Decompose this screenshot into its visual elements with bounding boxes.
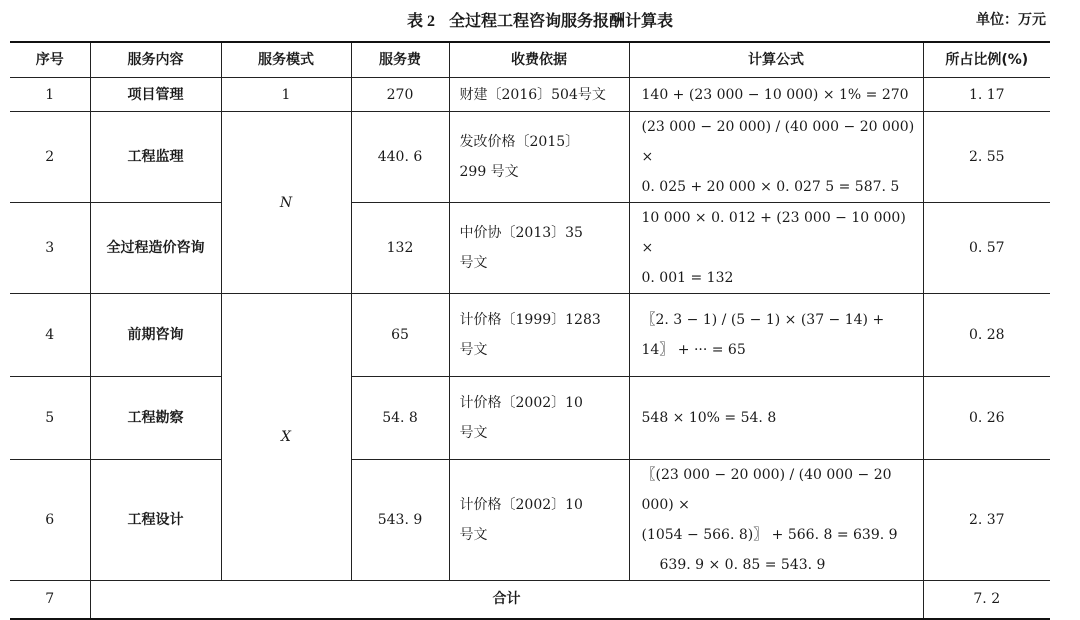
- formula-line: (1054 − 566. 8)〗 + 566. 8 = 639. 9: [641, 527, 898, 543]
- row-ratio: 0. 26: [923, 377, 1050, 460]
- row-content: 前期咨询: [90, 294, 221, 377]
- formula-line: 639. 9 × 0. 85 = 543. 9: [659, 557, 826, 573]
- header-content: 服务内容: [90, 42, 221, 78]
- row-mode: 1: [221, 78, 351, 112]
- header-row: [10, 42, 1050, 78]
- row-no: 2: [10, 112, 90, 203]
- row-fee: 132: [351, 203, 449, 294]
- total-ratio: 7. 2: [923, 581, 1050, 619]
- table-row: [10, 112, 1050, 203]
- row-no: 4: [10, 294, 90, 377]
- table-title-text: 全过程工程咨询服务报酬计算表: [449, 11, 674, 30]
- row-formula: [629, 112, 923, 203]
- row-no: 5: [10, 377, 90, 460]
- row-content: 项目管理: [90, 78, 221, 112]
- row-formula: [629, 294, 923, 377]
- basis-line: 发改价格〔2015〕: [459, 134, 580, 150]
- row-no: 6: [10, 460, 90, 581]
- formula-line: 548 × 10% = 54. 8: [641, 410, 777, 426]
- row-basis: [449, 112, 629, 203]
- row-ratio: 1. 17: [923, 78, 1050, 112]
- row-basis: [449, 460, 629, 581]
- formula-line: (23 000 − 20 000) / (40 000 − 20 000) ×: [641, 119, 915, 165]
- table-row: [10, 203, 1050, 294]
- header-fee: 服务费: [351, 42, 449, 78]
- formula-line: 〖2. 3 − 1) / (5 − 1) × (37 − 14) +: [641, 312, 885, 328]
- row-content: 工程设计: [90, 460, 221, 581]
- row-content: 全过程造价咨询: [90, 203, 221, 294]
- formula-line: 14〗 + ··· = 65: [641, 342, 746, 358]
- formula-line: 0. 001 = 132: [641, 270, 734, 286]
- basis-line: 计价格〔2002〕10: [459, 497, 583, 513]
- row-ratio: 0. 57: [923, 203, 1050, 294]
- total-row: [10, 581, 1050, 619]
- table-row: [10, 460, 1050, 581]
- row-ratio: 0. 28: [923, 294, 1050, 377]
- header-basis: 收费依据: [449, 42, 629, 78]
- row-content: 工程监理: [90, 112, 221, 203]
- formula-line: 10 000 × 0. 012 + (23 000 − 10 000) ×: [641, 210, 906, 256]
- basis-line: 号文: [459, 255, 488, 271]
- basis-line: 号文: [459, 425, 488, 441]
- header-mode: 服务模式: [221, 42, 351, 78]
- table-title-number: 2: [427, 13, 435, 30]
- basis-line: 中价协〔2013〕35: [459, 225, 583, 241]
- row-formula: [629, 460, 923, 581]
- row-no: 1: [10, 78, 90, 112]
- basis-line: 号文: [459, 342, 488, 358]
- formula-line: 0. 025 + 20 000 × 0. 027 5 = 587. 5: [641, 179, 900, 195]
- row-formula: [629, 377, 923, 460]
- row-fee: 270: [351, 78, 449, 112]
- row-mode: X: [221, 294, 351, 581]
- basis-line: 计价格〔2002〕10: [459, 395, 583, 411]
- table-title-prefix: 表: [406, 11, 423, 30]
- table-row: [10, 78, 1050, 112]
- row-basis: [449, 78, 629, 112]
- basis-line: 计价格〔1999〕1283: [459, 312, 601, 328]
- basis-line: 财建〔2016〕504号文: [459, 86, 606, 103]
- row-basis: [449, 377, 629, 460]
- header-no: 序号: [10, 42, 90, 78]
- row-formula: [629, 78, 923, 112]
- row-fee: 440. 6: [351, 112, 449, 203]
- header-ratio: 所占比例(%): [923, 42, 1050, 78]
- header-formula: 计算公式: [629, 42, 923, 78]
- unit-label: 单位：万元: [976, 12, 1046, 28]
- formula-line: 〖(23 000 − 20 000) / (40 000 − 20 000) ×: [641, 467, 892, 513]
- row-fee: 65: [351, 294, 449, 377]
- total-label: 合计: [90, 581, 923, 619]
- row-fee: 543. 9: [351, 460, 449, 581]
- row-basis: [449, 203, 629, 294]
- row-ratio: 2. 37: [923, 460, 1050, 581]
- row-no: 3: [10, 203, 90, 294]
- total-no: 7: [10, 581, 90, 619]
- row-mode: N: [221, 112, 351, 294]
- row-ratio: 2. 55: [923, 112, 1050, 203]
- table-row: [10, 294, 1050, 377]
- row-content: 工程勘察: [90, 377, 221, 460]
- basis-line: 299 号文: [459, 164, 519, 180]
- row-formula: [629, 203, 923, 294]
- basis-line: 号文: [459, 527, 488, 543]
- row-fee: 54. 8: [351, 377, 449, 460]
- fee-table: [10, 41, 1050, 620]
- table-title: [0, 8, 1080, 31]
- row-basis: [449, 294, 629, 377]
- formula-line: 140 + (23 000 − 10 000) × 1% = 270: [641, 86, 909, 103]
- table-row: [10, 377, 1050, 460]
